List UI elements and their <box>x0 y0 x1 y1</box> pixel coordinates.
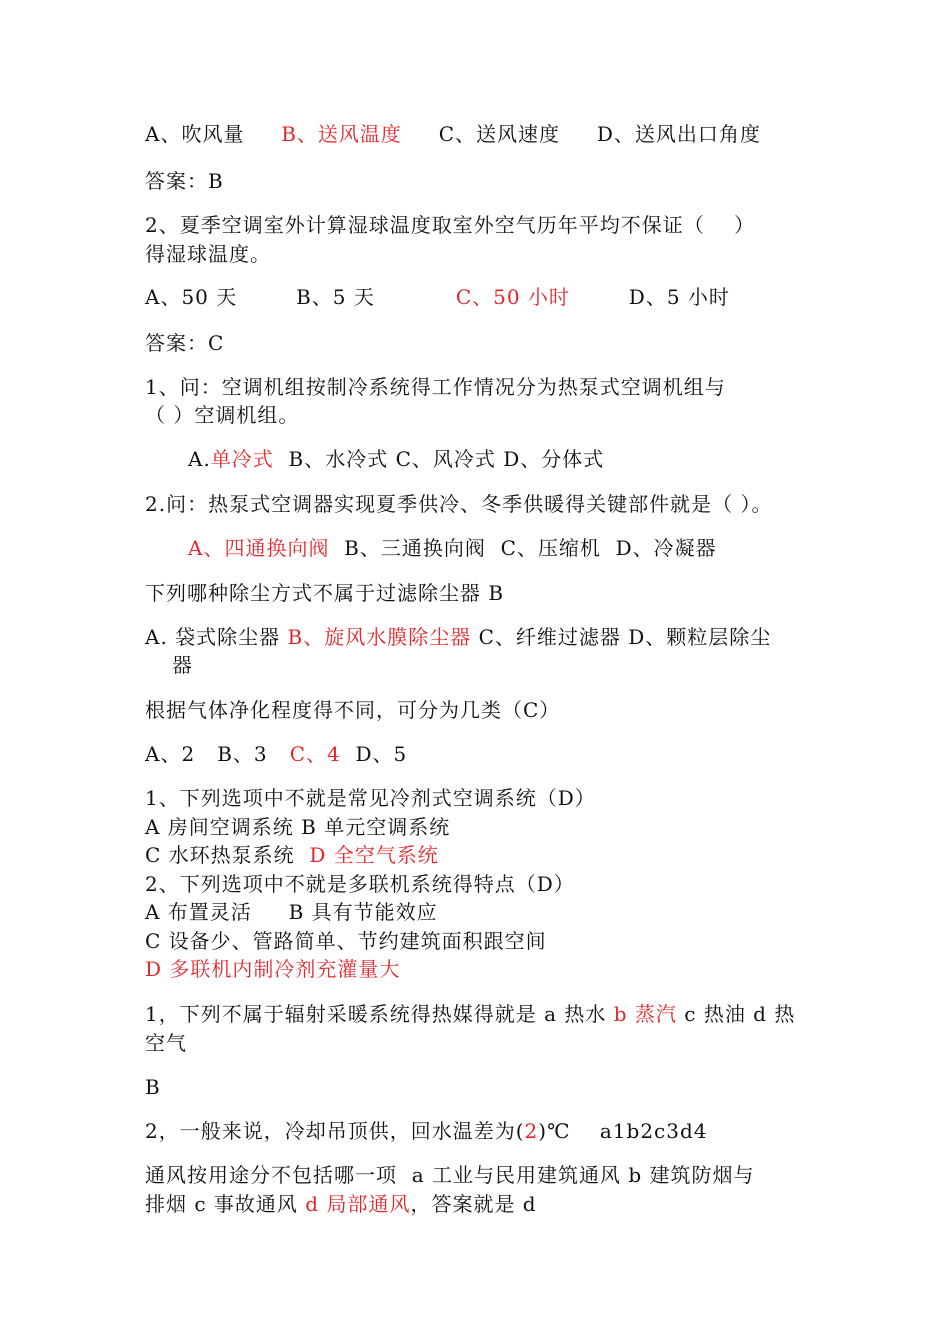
answer-line <box>145 1073 161 1101</box>
text-segment: )℃ a1b2c3d4 <box>538 1119 708 1143</box>
text-segment: c 热油 d 热 <box>676 1002 796 1026</box>
question-line <box>145 1000 795 1028</box>
option-line <box>145 841 439 869</box>
question-line-continued <box>145 1029 187 1057</box>
question-line <box>145 373 726 401</box>
text-segment: A、50 天 B、5 天 <box>145 285 456 309</box>
option-line <box>188 445 604 473</box>
answer-highlight: d 局部通风 <box>305 1192 411 1216</box>
option-line <box>145 955 400 983</box>
text-segment: C 水环热泵系统 <box>145 843 310 867</box>
text-segment: C、送风速度 D、送风出口角度 <box>401 122 761 146</box>
question-line <box>145 784 596 812</box>
text-segment: 排烟 c 事故通风 <box>145 1192 306 1216</box>
question-line <box>145 1117 708 1145</box>
text-segment: 1，下列不属于辐射采暖系统得热媒得就是 a 热水 <box>145 1002 614 1026</box>
text-segment: 得湿球温度。 <box>145 242 271 266</box>
option-line <box>188 534 717 562</box>
answer-highlight: B、送风温度 <box>281 122 402 146</box>
text-segment: 答案：C <box>145 331 225 355</box>
text-segment: 2、夏季空调室外计算湿球温度取室外空气历年平均不保证（ ） <box>145 213 756 237</box>
question-line-continued <box>145 1190 537 1218</box>
answer-highlight: D 全空气系统 <box>309 843 439 867</box>
answer-highlight: D 多联机内制冷剂充灌量大 <box>145 957 401 981</box>
question-line <box>145 211 755 239</box>
option-line <box>145 813 450 841</box>
question-line <box>145 696 560 724</box>
answer-line <box>145 329 224 357</box>
text-segment: （ ）空调机组。 <box>145 403 300 427</box>
text-segment: D、5 小时 <box>569 285 730 309</box>
text-segment: 1、下列选项中不就是常见冷剂式空调系统（D） <box>145 786 596 810</box>
text-segment: 1、问：空调机组按制冷系统得工作情况分为热泵式空调机组与 <box>145 375 726 399</box>
answer-highlight: 2 <box>524 1119 539 1143</box>
text-segment: A、吹风量 <box>145 122 282 146</box>
answer-highlight: C、4 <box>289 742 341 766</box>
question-line <box>145 579 504 607</box>
text-segment: 器 <box>172 653 193 677</box>
text-segment: B <box>145 1075 161 1099</box>
question-line-continued <box>145 401 299 429</box>
option-line <box>145 120 761 148</box>
text-segment: 2.问：热泵式空调器实现夏季供冷、冬季供暖得关键部件就是（ ）。 <box>145 492 773 516</box>
text-segment: C 设备少、管路简单、节约建筑面积跟空间 <box>145 929 547 953</box>
text-segment: 通风按用途分不包括哪一项 a 工业与民用建筑通风 b 建筑防烟与 <box>145 1163 755 1187</box>
answer-highlight: A、四通换向阀 <box>188 536 330 560</box>
text-segment: 2，一般来说，冷却吊顶供，回水温差为( <box>145 1119 525 1143</box>
answer-highlight: B、旋风水膜除尘器 <box>287 625 472 649</box>
text-segment: 根据气体净化程度得不同，可分为几类（C） <box>145 698 561 722</box>
question-line <box>145 490 772 518</box>
option-line <box>145 927 547 955</box>
text-segment: A 房间空调系统 B 单元空调系统 <box>145 815 451 839</box>
answer-highlight: 单冷式 <box>210 447 274 471</box>
option-line <box>145 740 407 768</box>
text-segment: D、5 <box>340 742 408 766</box>
text-segment: B、水冷式 C、风冷式 D、分体式 <box>273 447 605 471</box>
option-line <box>145 283 730 311</box>
question-line <box>145 870 575 898</box>
answer-highlight: b 蒸汽 <box>613 1002 677 1026</box>
text-segment: A 布置灵活 B 具有节能效应 <box>145 900 438 924</box>
text-segment: 下列哪种除尘方式不属于过滤除尘器 B <box>145 581 505 605</box>
option-line <box>145 898 438 926</box>
text-segment: A. 袋式除尘器 <box>145 625 288 649</box>
text-segment: 答案：B <box>145 169 224 193</box>
answer-line <box>145 167 224 195</box>
option-line <box>145 623 771 651</box>
question-line <box>145 1161 755 1189</box>
answer-highlight: C、50 小时 <box>455 285 570 309</box>
option-line-continued <box>172 651 193 679</box>
text-segment: A、2 B、3 <box>145 742 290 766</box>
text-segment: C、纤维过滤器 D、颗粒层除尘 <box>471 625 772 649</box>
text-segment: B、三通换向阀 C、压缩机 D、冷凝器 <box>329 536 717 560</box>
question-line-continued <box>145 240 271 268</box>
text-segment: ，答案就是 d <box>410 1192 537 1216</box>
text-segment: A. <box>188 447 211 471</box>
text-segment: 2、下列选项中不就是多联机系统得特点（D） <box>145 872 575 896</box>
text-segment: 空气 <box>145 1031 187 1055</box>
